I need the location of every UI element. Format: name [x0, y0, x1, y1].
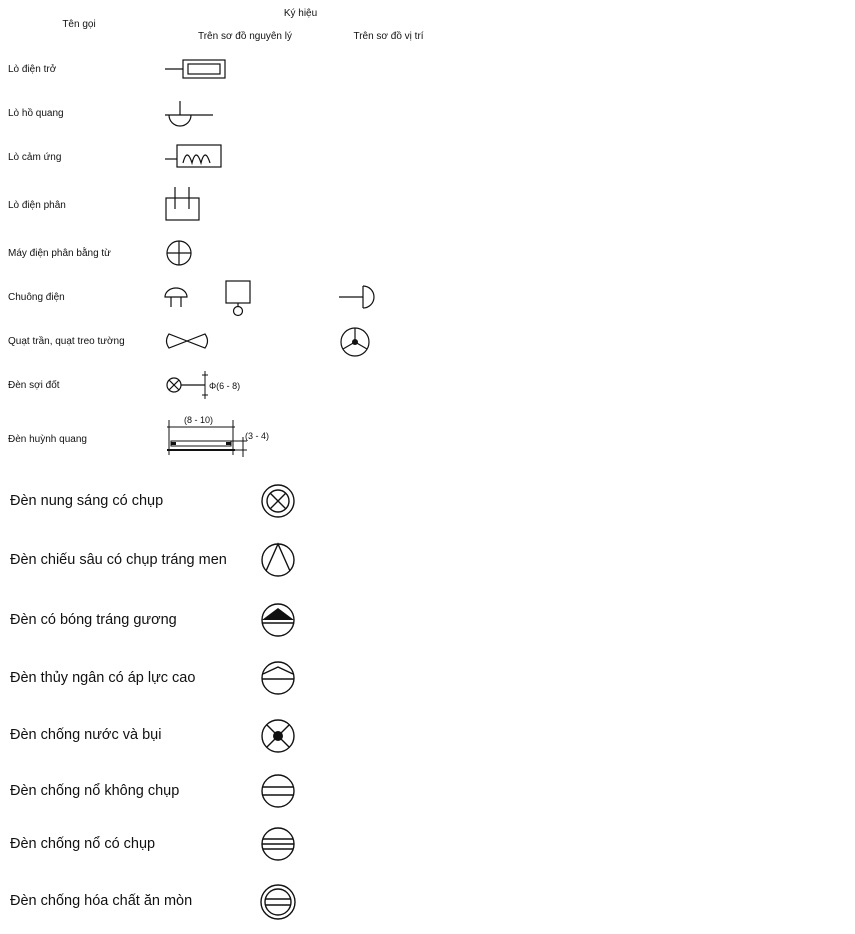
- lamp-length-label: (8 - 10): [184, 415, 214, 425]
- row-name: Lò điện phân: [8, 199, 66, 211]
- row-name: Đèn chiếu sâu có chụp tráng men: [10, 551, 227, 568]
- electrical-symbols-table: [0, 0, 445, 472]
- position-column-header: Trên sơ đồ vị trí: [353, 30, 424, 42]
- table-row: [2, 871, 316, 932]
- electric-bell-plan-icon: [335, 277, 442, 317]
- resistance-furnace-icon: [159, 49, 331, 89]
- row-name: Lò điện trở: [8, 63, 57, 75]
- table-row: [2, 708, 316, 763]
- table-row: [2, 92, 443, 134]
- table-row: [2, 530, 316, 590]
- electric-bell-icon: [159, 277, 331, 317]
- lamp-symbols-table: [0, 472, 318, 934]
- lamp-diameter-label: Φ(6 - 8): [209, 381, 241, 391]
- table-row: [2, 180, 443, 230]
- ceiling-fan-icon: [159, 321, 331, 361]
- table-row: [2, 819, 316, 869]
- row-name: Chuông điện: [8, 291, 65, 303]
- table-row: [2, 765, 316, 817]
- explosion-proof-covered-lamp-icon: [258, 824, 298, 864]
- magnetic-electrolyser-icon: [159, 233, 331, 273]
- mirror-bulb-lamp-icon: [258, 600, 298, 640]
- arc-furnace-icon: [159, 93, 331, 133]
- row-name: Đèn chống hóa chất ăn mòn: [10, 893, 193, 910]
- covered-incandescent-lamp-icon: [258, 481, 298, 521]
- row-name: Lò hồ quang: [8, 107, 64, 119]
- waterproof-dustproof-lamp-icon: [258, 716, 298, 756]
- high-pressure-mercury-lamp-icon: [258, 658, 298, 698]
- row-name: Đèn nung sáng có chụp: [10, 492, 164, 509]
- electrolysis-furnace-icon: [159, 181, 331, 229]
- schematic-column-header: Trên sơ đồ nguyên lý: [197, 30, 292, 42]
- symbol-group-header: Ký hiệu: [283, 7, 318, 19]
- table-row: [2, 364, 443, 406]
- name-column-header: Tên gọi: [62, 18, 96, 30]
- lamp-width-label: (3 - 4): [245, 431, 270, 441]
- induction-furnace-icon: [159, 137, 331, 177]
- row-name: Máy điện phân bằng từ: [8, 247, 111, 259]
- ceiling-fan-plan-icon: [335, 321, 442, 361]
- fluorescent-lamp-icon: [159, 409, 331, 469]
- row-name: Quạt trần, quạt treo tường: [8, 335, 125, 347]
- table-row: [2, 650, 316, 706]
- anti-corrosion-lamp-icon: [258, 882, 298, 922]
- row-name: Đèn chống nổ không chụp: [10, 782, 180, 799]
- table-row: [2, 592, 316, 648]
- table-row: [2, 48, 443, 90]
- table-row: [2, 408, 443, 470]
- row-name: Đèn sợi đốt: [8, 379, 60, 391]
- table-row: [2, 136, 443, 178]
- row-name: Lò cảm ứng: [8, 151, 62, 163]
- row-name: Đèn có bóng tráng gương: [10, 611, 177, 628]
- enamel-deep-light-icon: [258, 540, 298, 580]
- table-row: [2, 232, 443, 274]
- row-name: Đèn chống nước và bụi: [10, 727, 162, 744]
- table-row: [2, 474, 316, 528]
- incandescent-lamp-icon: [159, 365, 331, 405]
- table-row: [2, 320, 443, 362]
- row-name: Đèn thủy ngân có áp lực cao: [10, 669, 196, 686]
- row-name: Đèn chống nổ có chụp: [10, 835, 156, 852]
- row-name: Đèn huỳnh quang: [8, 433, 87, 445]
- explosion-proof-uncovered-lamp-icon: [258, 771, 298, 811]
- table-row: [2, 276, 443, 318]
